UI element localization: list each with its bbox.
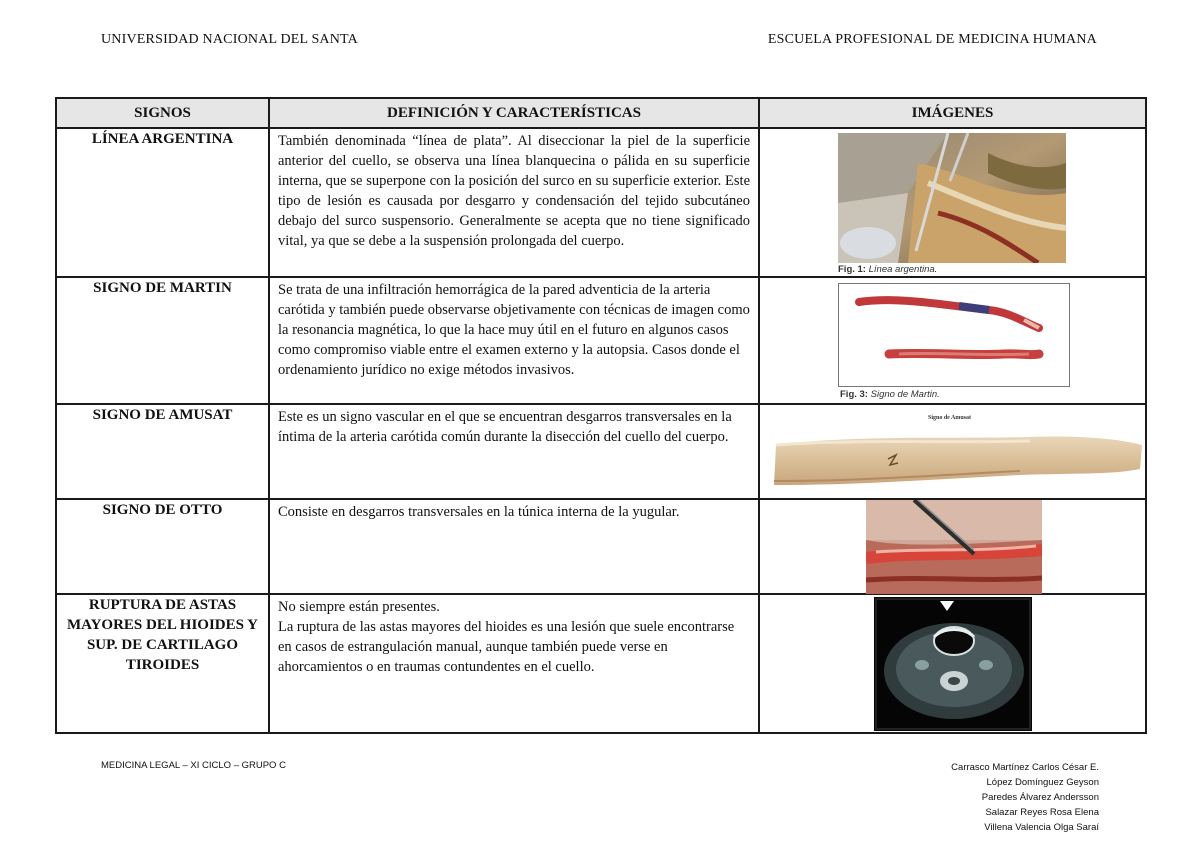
definition-paragraph: No siempre están presentes. [278, 599, 440, 615]
author-name: Salazar Reyes Rosa Elena [985, 807, 1099, 818]
figure-caption [840, 389, 940, 400]
image-cell [759, 128, 1146, 277]
sign-name: LÍNEA ARGENTINA [56, 128, 269, 277]
carotid-artery-photo [838, 283, 1070, 387]
definition-paragraph: También denominada “línea de plata”. Al diseccionar la piel de la superficie anterior del cuello, se observa una línea blanquecina o pálida en su superficie interna, que se superpone con la posición del surco en su superficie exterior. Este tipo de lesión es causada por desgarro y condensación del tejido subcutáneo debajo del surco suspensorio. Generalmente se acepta que no tiene significado vital, ya que se debe a la suspensión prolongada del cuerpo. [278, 133, 750, 249]
image-cell [759, 594, 1146, 733]
header-university: UNIVERSIDAD NACIONAL DEL SANTA [101, 32, 358, 47]
jugular-vein-photo [866, 500, 1042, 594]
col-header-signos: SIGNOS [56, 98, 269, 128]
col-header-imagenes: IMÁGENES [759, 98, 1146, 128]
author-name: López Domínguez Geyson [986, 777, 1099, 788]
image-cell [759, 404, 1146, 499]
sign-definition [269, 404, 759, 499]
figure-caption-text: Línea argentina. [868, 264, 938, 275]
sign-name: SIGNO DE AMUSAT [56, 404, 269, 499]
footer-authors [951, 760, 1099, 835]
definition-paragraph: La ruptura de las astas mayores del hioides es una lesión que suele encontrarse en casos de estrangulación manual, aunque también puede verse en ahorcamientos o en traumas contundentes en el cuello. [278, 619, 735, 675]
table-row-signo-otto [56, 499, 1146, 594]
sign-name: SIGNO DE MARTIN [56, 277, 269, 404]
sign-name: SIGNO DE OTTO [56, 499, 269, 594]
table-row-signo-amusat [56, 404, 1146, 499]
figure-caption-text: Signo de Martin. [870, 389, 940, 400]
figure-caption-label: Fig. 1: [838, 264, 866, 275]
author-name: Villena Valencia Olga Saraí [984, 822, 1099, 833]
figure-caption-label: Fig. 3: [840, 389, 868, 400]
table-row-signo-martin [56, 277, 1146, 404]
header-school: ESCUELA PROFESIONAL DE MEDICINA HUMANA [767, 32, 1097, 47]
sign-definition [269, 277, 759, 404]
neck-dissection-photo [838, 133, 1066, 263]
definition-paragraph: Se trata de una infiltración hemorrágica de la pared adventicia de la arteria carótida y también puede observarse objetivamente con técnicas de imagen como la resonancia magnética, lo que la hace muy útil en el futuro en algunos casos como compromiso viable entre el examen externo y la autopsia. Casos donde el ordenamiento jurídico no exige métodos invasivos. [278, 282, 750, 378]
author-name: Carrasco Martínez Carlos César E. [951, 762, 1099, 773]
table-header-row [56, 98, 1146, 128]
amusat-artery-photo [770, 425, 1146, 491]
ct-scan-neck-image [874, 597, 1032, 731]
sign-definition [269, 594, 759, 733]
author-name: Paredes Álvarez Andersson [981, 792, 1099, 803]
sign-name: RUPTURA DE ASTAS MAYORES DEL HIOIDES Y SUP. DE CARTILAGO TIROIDES [56, 594, 269, 733]
table-row-linea-argentina [56, 128, 1146, 277]
image-title: Signo de Amusat [928, 415, 972, 421]
definition-paragraph: Este es un signo vascular en el que se encuentran desgarros transversales en la íntima de la arteria carótida común durante la disección del cuello del cuerpo. [278, 409, 732, 445]
signs-table [55, 97, 1147, 734]
image-cell [759, 499, 1146, 594]
footer-course: MEDICINA LEGAL – XI CICLO – GRUPO C [101, 760, 286, 771]
col-header-definicion: DEFINICIÓN Y CARACTERÍSTICAS [269, 98, 759, 128]
table-row-ruptura-hioides [56, 594, 1146, 733]
figure-caption [838, 264, 937, 275]
sign-definition [269, 499, 759, 594]
sign-definition [269, 128, 759, 277]
image-cell [759, 277, 1146, 404]
definition-paragraph: Consiste en desgarros transversales en la túnica interna de la yugular. [278, 504, 680, 520]
